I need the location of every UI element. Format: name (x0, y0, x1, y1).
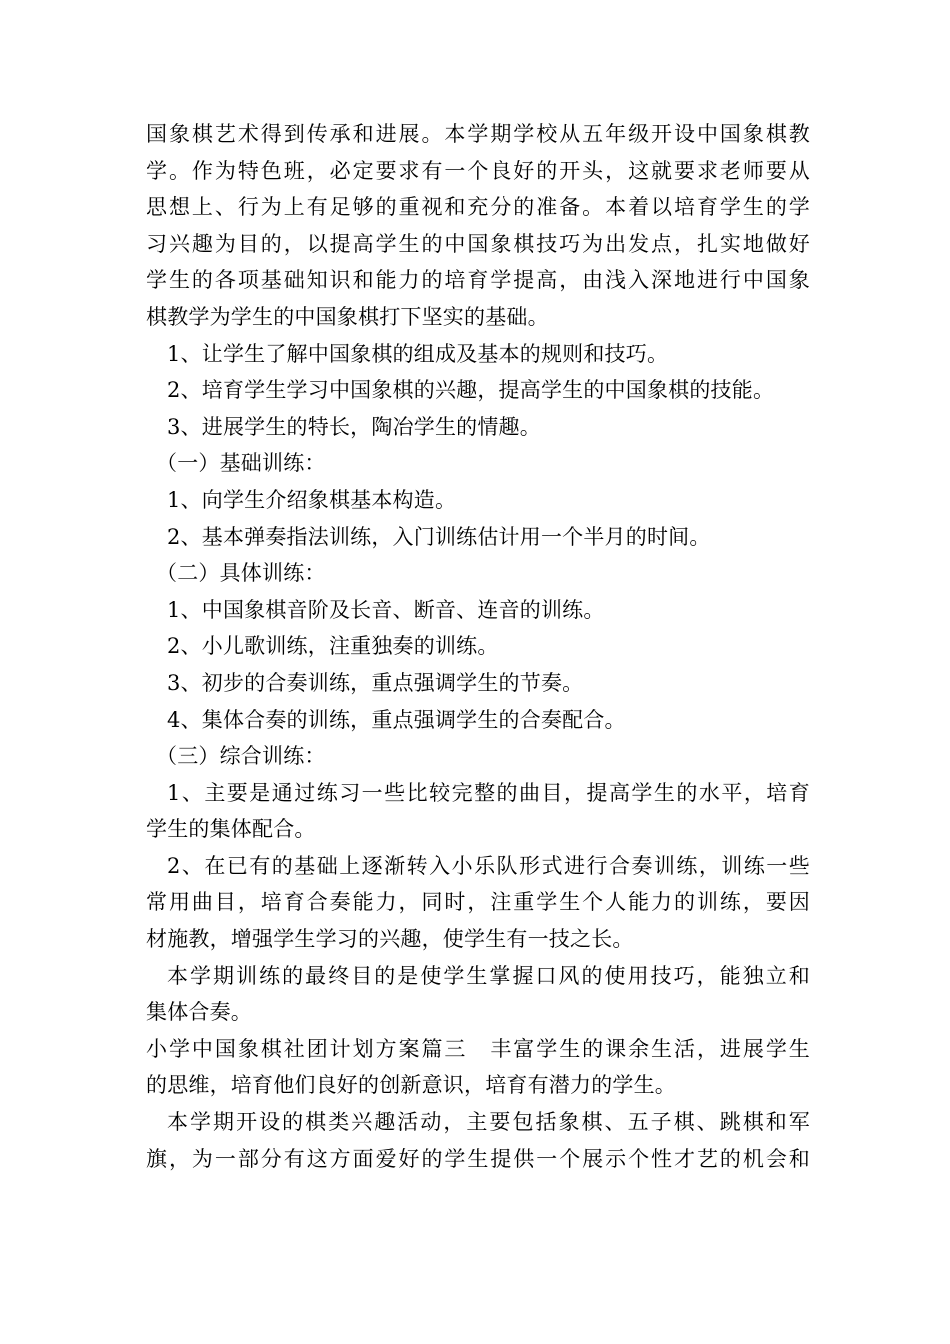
paragraph-line: 集体合奏。 (146, 1000, 252, 1025)
paragraph-line: 的思维，培育他们良好的创新意识，培育有潜力的学生。 (146, 1073, 676, 1098)
paragraph-line: 常用曲目，培育合奏能力，同时，注重学生个人能力的训练，要因 (146, 890, 810, 915)
list-item: 1、让学生了解中国象棋的组成及基本的规则和技巧。 (167, 341, 669, 366)
section-heading: （三）综合训练： (156, 744, 326, 769)
section-heading: （一）基础训练： (156, 451, 326, 476)
list-item: 2、培育学生学习中国象棋的兴趣，提高学生的中国象棋的技能。 (167, 378, 775, 403)
list-item: 4、集体合奏的训练，重点强调学生的合奏配合。 (167, 707, 626, 732)
list-item: 1、主要是通过练习一些比较完整的曲目，提高学生的水平，培育 (167, 780, 810, 805)
paragraph-line: 习兴趣为目的，以提高学生的中国象棋技巧为出发点，扎实地做好 (146, 231, 810, 256)
paragraph-line: 本学期训练的最终目的是使学生掌握口风的使用技巧，能独立和 (167, 963, 810, 988)
paragraph-line: 棋教学为学生的中国象棋打下坚实的基础。 (146, 304, 549, 329)
list-item: 2、小儿歌训练，注重独奏的训练。 (167, 634, 499, 659)
paragraph-line: 国象棋艺术得到传承和进展。本学期学校从五年级开设中国象棋教 (146, 122, 810, 146)
document-page (146, 116, 810, 1177)
paragraph-line: 学。作为特色班，必定要求有一个良好的开头，这就要求老师要从 (146, 158, 810, 183)
section-heading: （二）具体训练： (156, 561, 326, 586)
list-item: 3、初步的合奏训练，重点强调学生的节奏。 (167, 670, 584, 695)
section-title-line: 小学中国象棋社团计划方案篇三 丰富学生的课余生活，进展学生 (146, 1036, 810, 1061)
paragraph-line: 学生的集体配合。 (146, 817, 316, 842)
paragraph-line: 学生的各项基础知识和能力的培育学提高，由浅入深地进行中国象 (146, 268, 810, 293)
paragraph-line: 旗，为一部分有这方面爱好的学生提供一个展示个性才艺的机会和 (146, 1146, 810, 1171)
list-item: 1、向学生介绍象棋基本构造。 (167, 487, 457, 512)
list-item: 2、基本弹奏指法训练，入门训练估计用一个半月的时间。 (167, 524, 711, 549)
list-item: 1、中国象棋音阶及长音、断音、连音的训练。 (167, 597, 605, 622)
list-item: 3、进展学生的特长，陶冶学生的情趣。 (167, 414, 541, 439)
list-item: 2、在已有的基础上逐渐转入小乐队形式进行合奏训练，训练一些 (167, 853, 810, 878)
paragraph-line: 本学期开设的棋类兴趣活动，主要包括象棋、五子棋、跳棋和军 (167, 1110, 810, 1135)
paragraph-line: 思想上、行为上有足够的重视和充分的准备。本着以培育学生的学 (146, 195, 810, 220)
paragraph-line: 材施教，增强学生学习的兴趣，使学生有一技之长。 (146, 927, 634, 952)
